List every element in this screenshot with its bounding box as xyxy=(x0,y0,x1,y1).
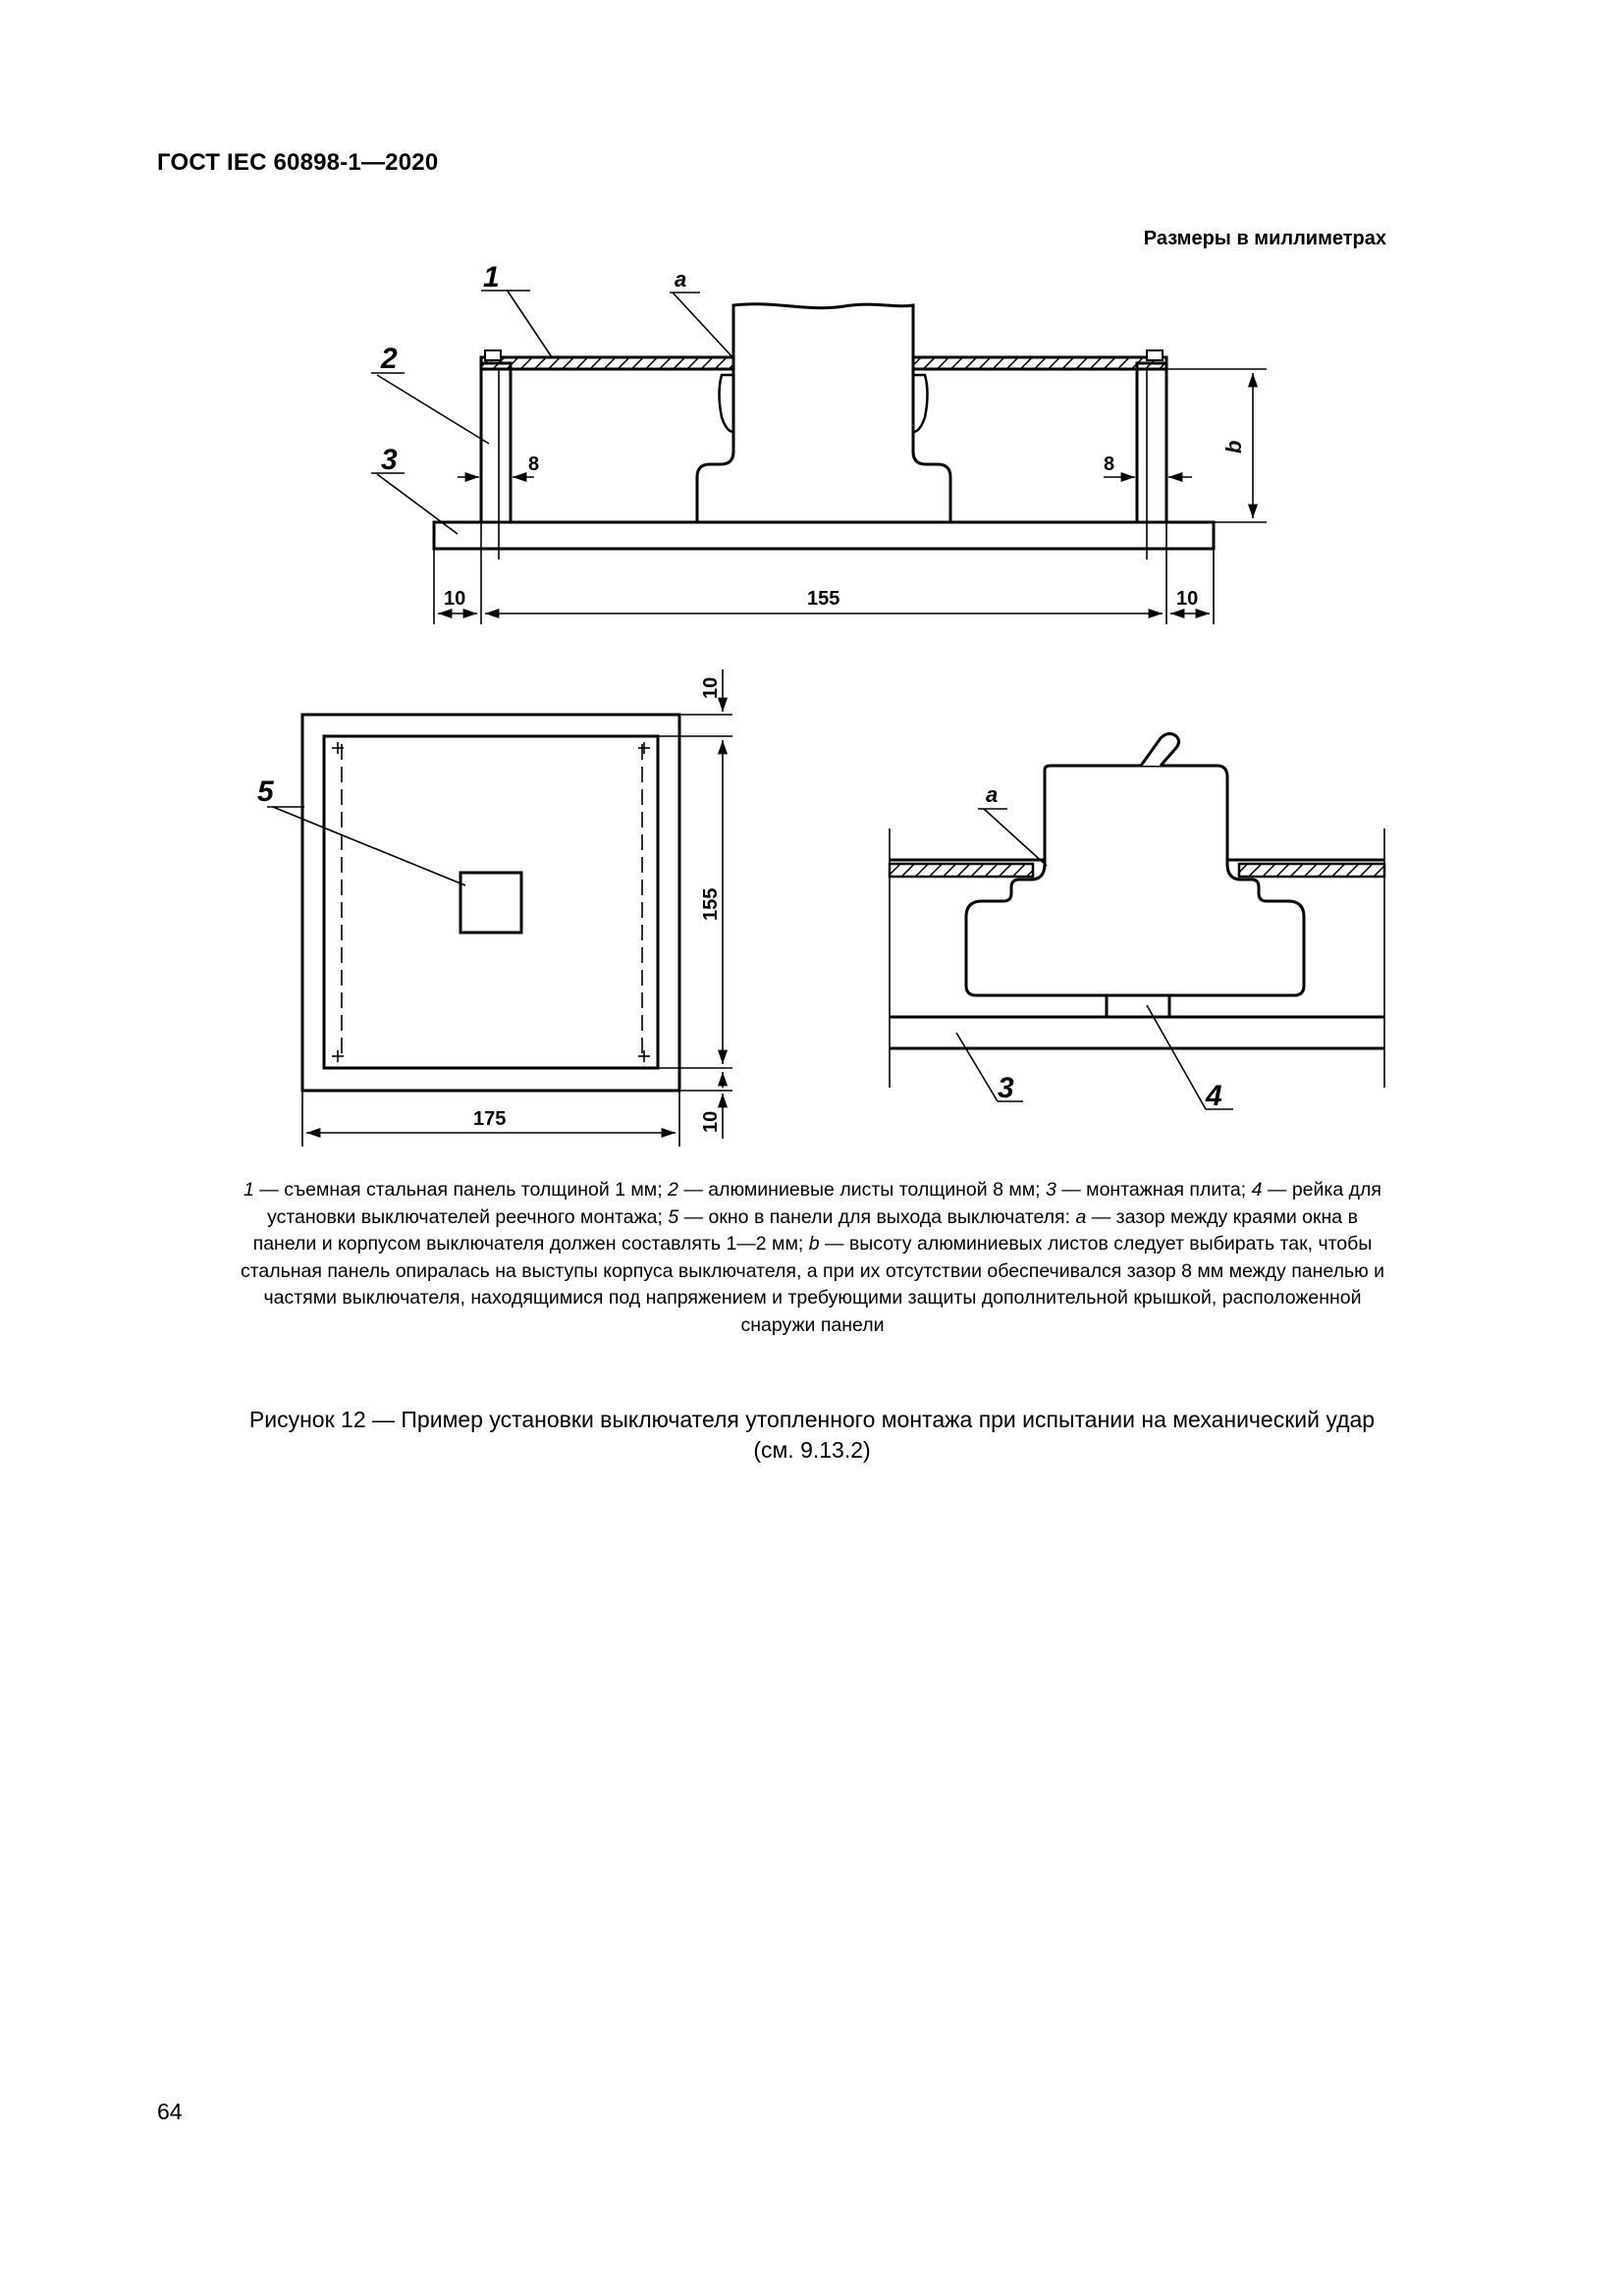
mounting-plate xyxy=(434,522,1214,549)
steel-panel-left xyxy=(481,357,733,369)
label-3: 3 xyxy=(381,444,398,476)
label-a-detail: a xyxy=(986,782,999,807)
legend-sym-b: b xyxy=(808,1233,820,1255)
units-note: Размеры в миллиметрах xyxy=(1143,228,1386,249)
figure-legend: 1 — съемная стальная панель толщиной 1 мм; 2 — алюминиевые листы толщиной 8 мм; 3 — монтажная плита; 4 — рейка для установки выключателей реечного монтажа; 5 — окно в панели для выхода выключателя: a — зазор между краями окна в панели и корпусом выключателя должен составлять 1—2 мм; b — высоту алюминиевых листов следует выбирать так, чтобы стальная панель опиралась на выступы корпуса выключателя, а при их отсутствии обеспечивался зазор 8 мм между панелью и частями выключателя, находящимися под напряжением и требующими защиты дополнительной крышкой, расположенной снаружи панели xyxy=(240,1179,1385,1336)
label-4: 4 xyxy=(1206,1080,1222,1112)
dim-plate-inner: 155 xyxy=(807,588,840,610)
detail-view xyxy=(890,733,1384,1109)
legend-num-1: 1 xyxy=(244,1179,254,1201)
legend-sym-a: a xyxy=(1075,1205,1087,1228)
dim-plan-width: 175 xyxy=(473,1108,507,1130)
aluminium-sheet-left xyxy=(481,363,511,522)
breaker-body xyxy=(697,304,950,522)
caption-line-1: Рисунок 12 — Пример установки выключателя утопленного монтажа при испытании на механический удар xyxy=(248,1407,1376,1432)
label-3-detail: 3 xyxy=(998,1072,1014,1104)
document-header: ГОСТ IEC 60898-1—2020 xyxy=(157,149,439,176)
label-b: b xyxy=(1221,440,1246,454)
dim-plate-margin-left: 10 xyxy=(444,588,466,610)
label-2: 2 xyxy=(381,343,398,375)
dim-plan-top: 10 xyxy=(700,676,722,699)
legend-num-5: 5 xyxy=(668,1205,679,1228)
figure-caption xyxy=(157,1405,1467,1466)
section-view xyxy=(434,304,1214,549)
dim-gap-left: 8 xyxy=(528,454,540,475)
breaker-detail-body xyxy=(966,766,1304,995)
aluminium-sheet-right xyxy=(1137,363,1166,522)
page-number: 64 xyxy=(157,2099,183,2124)
label-1: 1 xyxy=(483,261,500,294)
label-5: 5 xyxy=(257,775,274,808)
legend-num-2: 2 xyxy=(668,1179,678,1201)
legend-num-4: 4 xyxy=(1251,1179,1263,1201)
steel-panel-right xyxy=(913,357,1166,369)
caption-line-2: (см. 9.13.2) xyxy=(753,1437,871,1463)
breaker-window xyxy=(460,873,521,933)
dim-plan-bottom: 10 xyxy=(700,1110,722,1133)
plan-view xyxy=(267,715,679,1091)
dim-gap-right: 8 xyxy=(1104,454,1115,475)
legend-num-3: 3 xyxy=(1045,1179,1056,1201)
dim-plan-inner: 155 xyxy=(700,887,722,921)
dim-plate-margin-right: 10 xyxy=(1176,588,1199,610)
label-a-top: a xyxy=(675,267,687,292)
